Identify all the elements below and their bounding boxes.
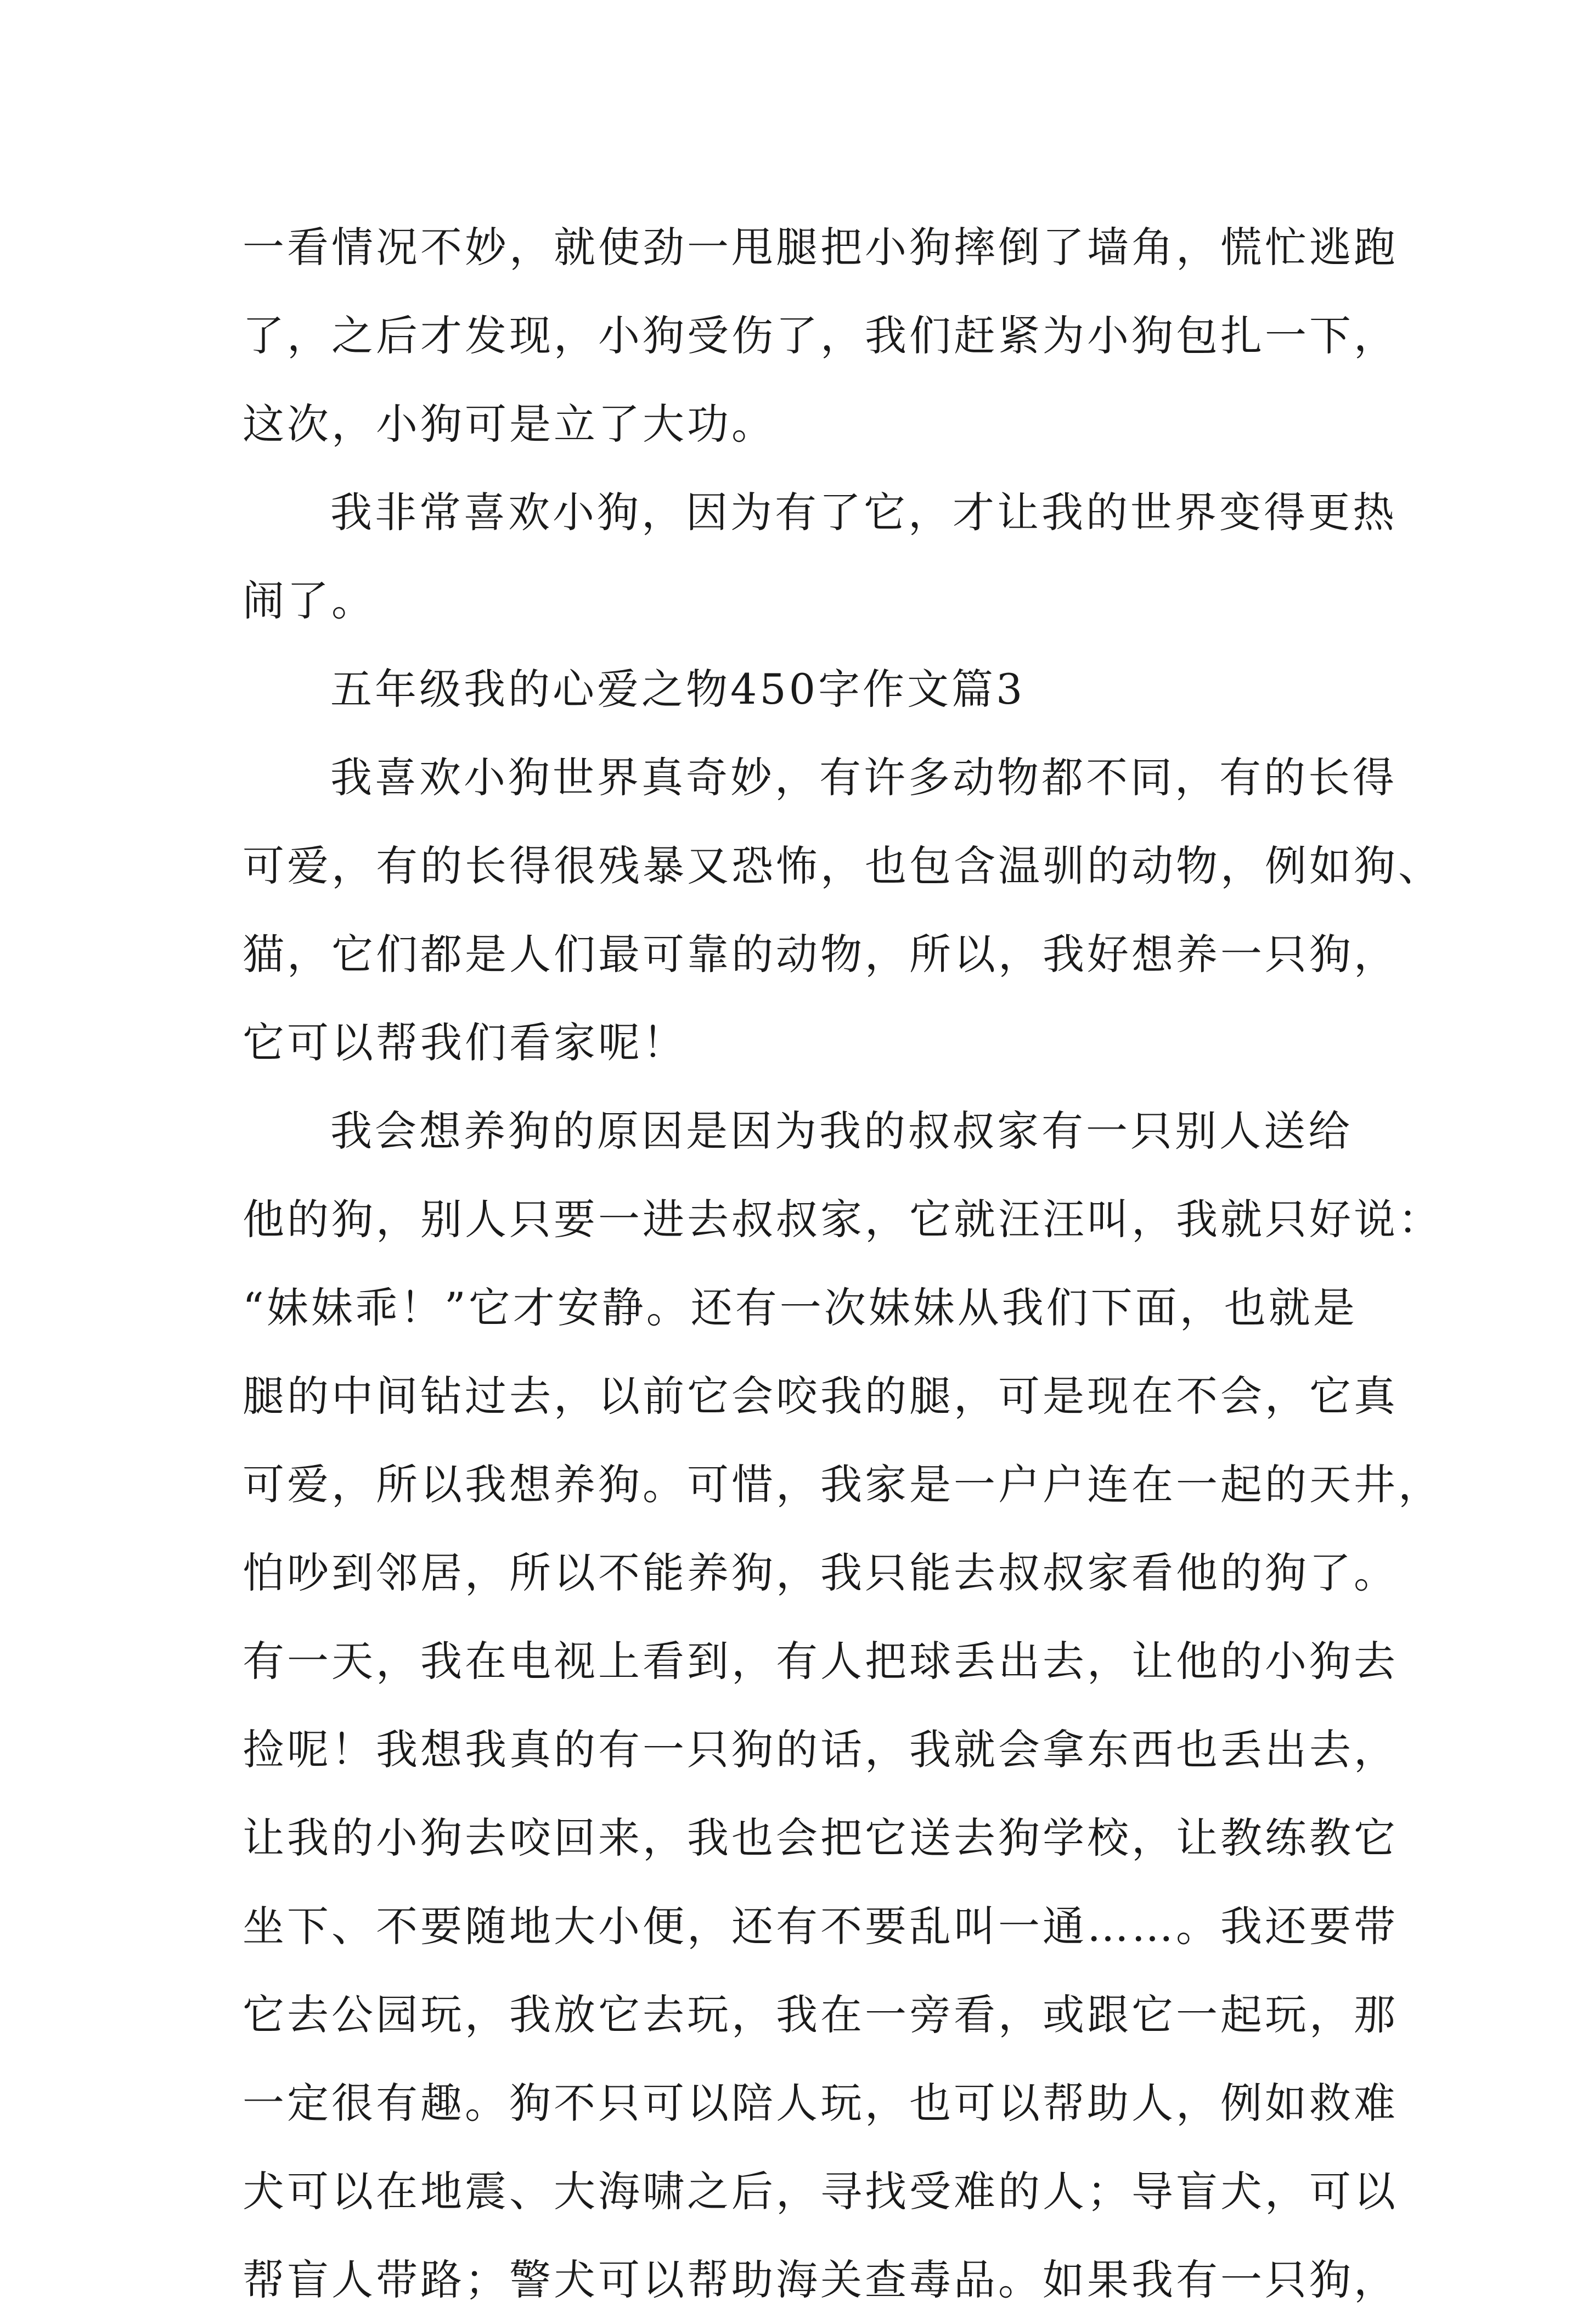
text-line: 捡呢！我想我真的有一只狗的话，我就会拿东西也丢出去， [243,1725,1398,1774]
text-line: 了，之后才发现，小狗受伤了，我们赶紧为小狗包扎一下， [243,311,1398,360]
text-line: 我喜欢小狗世界真奇妙，有许多动物都不同，有的长得 [330,753,1397,802]
text-line: 怕吵到邻居，所以不能养狗，我只能去叔叔家看他的狗了。 [243,1548,1398,1597]
text-line: 一定很有趣。狗不只可以陪人玩，也可以帮助人，例如救难 [243,2079,1398,2127]
text-line: 他的狗，别人只要一进去叔叔家，它就汪汪叫，我就只好说： [243,1195,1443,1244]
text-line: 它去公园玩，我放它去玩，我在一旁看，或跟它一起玩，那 [243,1990,1398,2039]
text-line: 猫，它们都是人们最可靠的动物，所以，我好想养一只狗， [243,930,1398,979]
text-line: “妹妹乖！”它才安静。还有一次妹妹从我们下面，也就是 [243,1283,1358,1332]
text-line: 帮盲人带路；警犬可以帮助海关查毒品。如果我有一只狗， [243,2255,1398,2304]
text-line: 可爱，所以我想养狗。可惜，我家是一户户连在一起的天井， [243,1460,1443,1509]
text-line: 犬可以在地震、大海啸之后，寻找受难的人；导盲犬，可以 [243,2167,1398,2216]
text-line: 让我的小狗去咬回来，我也会把它送去狗学校，让教练教它 [243,1814,1398,1862]
text-line: 它可以帮我们看家呢！ [243,1018,687,1067]
text-line: 我会想养狗的原因是因为我的叔叔家有一只别人送给 [330,1107,1353,1155]
text-line: 闹了。 [243,576,376,625]
text-line: 一看情况不妙，就使劲一甩腿把小狗摔倒了墙角，慌忙逃跑 [243,223,1398,272]
text-line: 有一天，我在电视上看到，有人把球丢出去，让他的小狗去 [243,1637,1398,1686]
section-heading: 五年级我的心爱之物450字作文篇3 [330,665,1026,714]
text-line: 腿的中间钻过去，以前它会咬我的腿，可是现在不会，它真 [243,1372,1398,1421]
text-line: 可爱，有的长得很残暴又恐怖，也包含温驯的动物，例如狗、 [243,841,1443,890]
text-line: 这次，小狗可是立了大功。 [243,400,776,448]
text-line: 坐下、不要随地大小便，还有不要乱叫一通……。我还要带 [243,1902,1398,1951]
text-line: 我非常喜欢小狗，因为有了它，才让我的世界变得更热 [330,488,1397,537]
document-body [243,203,1443,2324]
